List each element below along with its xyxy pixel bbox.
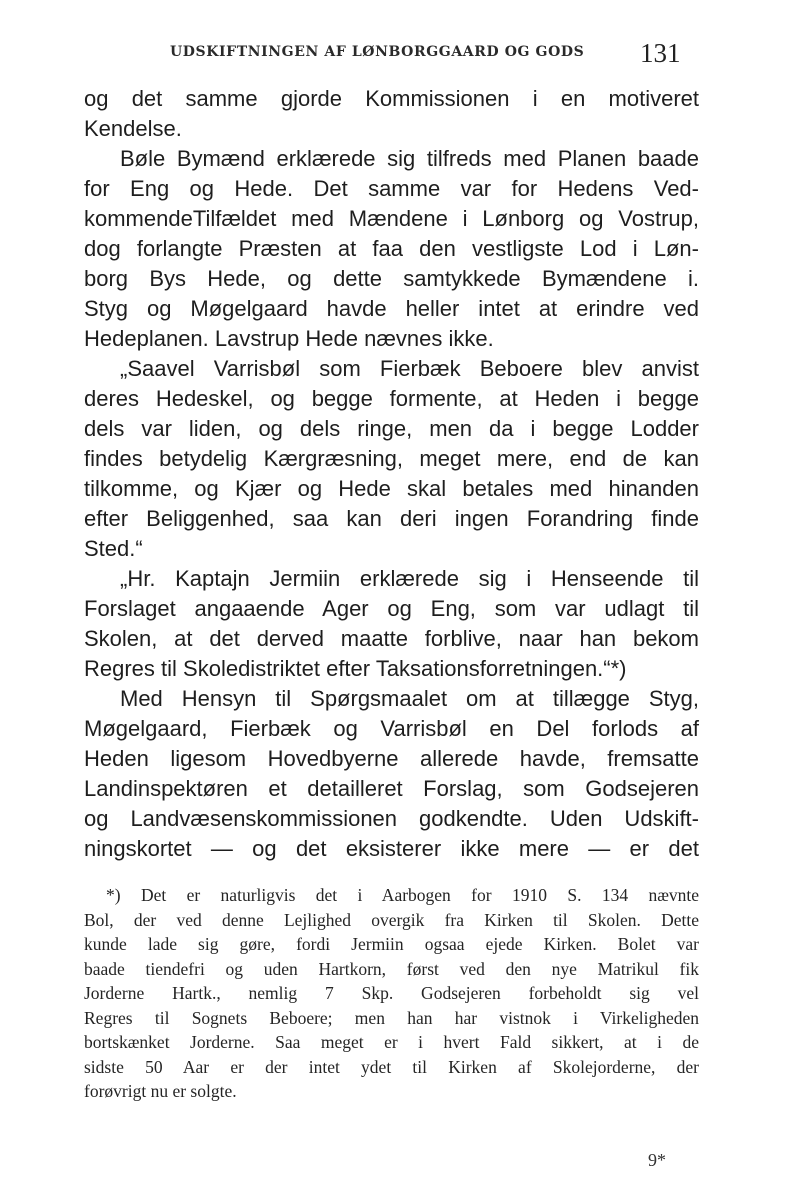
text-line: Bøle Bymænd erklærede sig tilfreds med Planen baade [120, 146, 699, 171]
text-line: og det samme gjorde Kommissionen i en motiveret [84, 86, 699, 111]
text-line: Landinspektøren et detailleret Forslag, som Godsejeren [84, 776, 699, 801]
text-line: og Landvæsenskommissionen godkendte. Uden Udskift- [84, 806, 699, 831]
text-line: Forslaget angaaende Ager og Eng, som var udlagt til [84, 596, 699, 621]
text-line: kommendeTilfældet med Mændene i Lønborg og Vostrup, [84, 206, 699, 231]
text-line: efter Beliggenhed, saa kan deri ingen Forandring finde [84, 506, 699, 531]
footnote [84, 883, 699, 1104]
main-text [84, 84, 699, 864]
page-number: 131 [640, 38, 681, 68]
text-line: borg Bys Hede, og dette samtykkede Bymændene i. [84, 266, 699, 291]
text-line: findes betydelig Kærgræsning, meget mere, end de kan [84, 446, 699, 471]
footnote-line: *) Det er naturligvis det i Aarbogen for 1910 S. 134 nævnte [106, 885, 699, 905]
text-line: Regres til Skoledistriktet efter Taksationsforretningen.“*) [84, 656, 627, 681]
text-line: Styg og Møgelgaard havde heller intet at erindre ved [84, 296, 699, 321]
text-line: „Hr. Kaptajn Jermiin erklærede sig i Henseende til [120, 566, 699, 591]
footnote-line: forøvrigt nu er solgte. [84, 1081, 237, 1101]
footnote-line: Bol, der ved denne Lejlighed overgik fra Kirken til Skolen. Dette [84, 909, 699, 930]
text-line: Kendelse. [84, 116, 182, 141]
text-line: „Saavel Varrisbøl som Fierbæk Beboere blev anvist [120, 356, 699, 381]
text-line: deres Hedeskel, og begge formente, at Heden i begge [84, 386, 699, 411]
text-line: ningskortet — og det eksisterer ikke mere — er det [84, 836, 699, 861]
text-line: Med Hensyn til Spørgsmaalet om at tillægge Styg, [120, 686, 699, 711]
text-line: Sted.“ [84, 536, 143, 561]
text-line: Hedeplanen. Lavstrup Hede nævnes ikke. [84, 326, 494, 351]
text-line: dog forlangte Præsten at faa den vestligste Lod i Løn- [84, 236, 699, 261]
footnote-line: baade tiendefri og uden Hartkorn, først ved den nye Matrikul fik [84, 958, 699, 979]
text-line: Heden ligesom Hovedbyerne allerede havde, fremsatte [84, 746, 699, 771]
text-line: Skolen, at det derved maatte forblive, naar han bekom [84, 626, 699, 651]
footnote-line: bortskænket Jorderne. Saa meget er i hvert Fald sikkert, at i de [84, 1032, 699, 1052]
text-line: tilkomme, og Kjær og Hede skal betales med hinanden [84, 476, 699, 501]
footnote-line: Jorderne Hartk., nemlig 7 Skp. Godsejeren forbeholdt sig vel [84, 983, 699, 1003]
signature-mark: 9* [648, 1150, 666, 1170]
text-line: dels var liden, og dels ringe, men da i begge Lodder [84, 416, 699, 441]
footnote-line: kunde lade sig gøre, fordi Jermiin ogsaa ejede Kirken. Bolet var [84, 934, 699, 954]
running-title: UDSKIFTNINGEN AF LØNBORGGAARD OG GODS [170, 44, 585, 60]
footnote-line: Regres til Sognets Beboere; men han har vistnok i Virkeligheden [84, 1007, 699, 1028]
text-line: for Eng og Hede. Det samme var for Hedens Ved- [84, 176, 699, 201]
footnote-line: sidste 50 Aar er der intet ydet til Kirken af Skolejorderne, der [84, 1056, 699, 1077]
text-line: Møgelgaard, Fierbæk og Varrisbøl en Del forlods af [84, 716, 699, 741]
